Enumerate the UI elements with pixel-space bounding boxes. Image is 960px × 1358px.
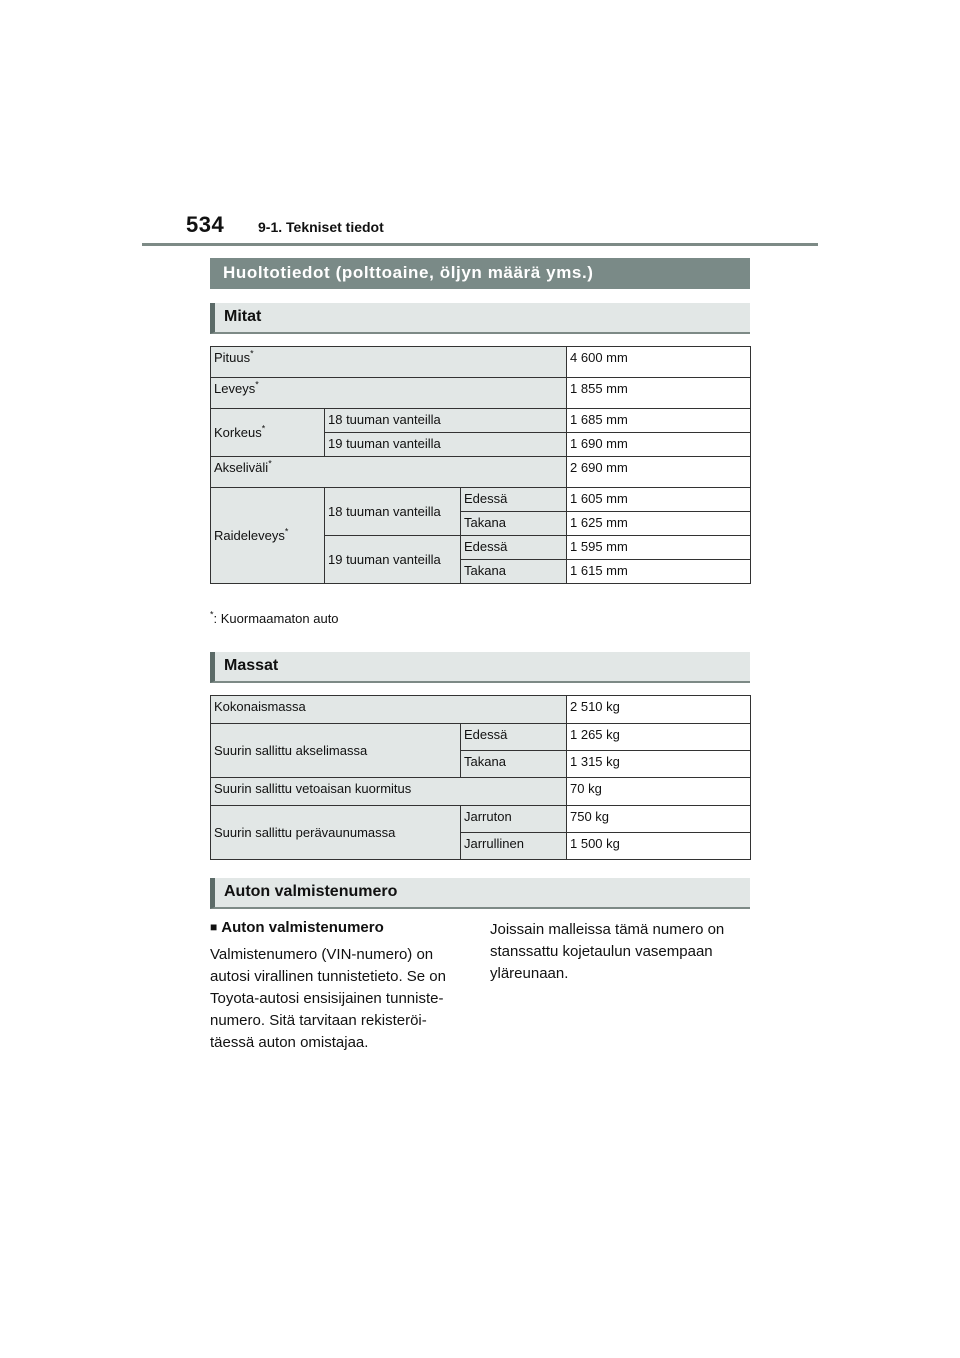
square-bullet-icon: ■ (210, 920, 218, 934)
row-value: 1 605 mm (567, 488, 751, 512)
row-value: 70 kg (567, 778, 751, 806)
row-label: Raideleveys* (211, 488, 325, 584)
table-row (211, 778, 751, 806)
vin-heading: ■ Auton valmistenumero (210, 919, 384, 936)
dimensions-table (210, 346, 751, 584)
row-value: 2 510 kg (567, 696, 751, 724)
row-label: Korkeus* (211, 409, 325, 457)
row-value: 4 600 mm (567, 347, 751, 378)
text-line: autosi virallinen tunnistetieto. Se on (210, 968, 446, 985)
row-position: Edessä (461, 536, 567, 560)
vin-text-right (490, 919, 752, 985)
text-line: Valmistenumero (VIN-numero) on (210, 946, 434, 963)
row-value: 750 kg (567, 806, 751, 833)
vin-text-left (210, 944, 472, 1054)
row-label: Leveys* (211, 378, 567, 409)
row-label: Suurin sallittu perävaunumassa (211, 806, 461, 860)
row-position: Takana (461, 560, 567, 584)
row-position: Edessä (461, 488, 567, 512)
row-label: Akseliväli* (211, 457, 567, 488)
table-row (211, 378, 751, 409)
row-position: Jarruton (461, 806, 567, 833)
row-label: Kokonaismassa (211, 696, 567, 724)
footnote: *: Kuormaamaton auto (210, 609, 339, 626)
table-row (211, 347, 751, 378)
row-value: 1 690 mm (567, 433, 751, 457)
row-position: Edessä (461, 724, 567, 751)
table-row (211, 696, 751, 724)
table-row (211, 806, 751, 833)
subsection-massat: Massat (210, 652, 750, 683)
row-value: 1 855 mm (567, 378, 751, 409)
row-value: 1 685 mm (567, 409, 751, 433)
text-line: Joissain malleissa tämä numero on (490, 921, 725, 938)
row-sublabel: 18 tuuman vanteilla (325, 488, 461, 536)
page-number: 534 (186, 212, 225, 237)
subsection-mitat: Mitat (210, 303, 750, 334)
row-position: Takana (461, 751, 567, 778)
row-value: 2 690 mm (567, 457, 751, 488)
row-sublabel: 19 tuuman vanteilla (325, 433, 567, 457)
row-value: 1 595 mm (567, 536, 751, 560)
row-sublabel: 19 tuuman vanteilla (325, 536, 461, 584)
row-position: Jarrullinen (461, 833, 567, 860)
row-value: 1 315 kg (567, 751, 751, 778)
table-row (211, 409, 751, 433)
text-line: Toyota-autosi ensisijainen tunniste- (210, 990, 444, 1007)
row-value: 1 615 mm (567, 560, 751, 584)
text-line: numero. Sitä tarvitaan rekisteröi- (210, 1012, 427, 1029)
section-banner: Huoltotiedot (polttoaine, öljyn määrä yms.) (210, 258, 750, 289)
row-label: Suurin sallittu akselimassa (211, 724, 461, 778)
chapter-title: 9-1. Tekniset tiedot (258, 219, 384, 235)
text-line: yläreunaan. (490, 965, 569, 982)
row-label: Pituus* (211, 347, 567, 378)
row-sublabel: 18 tuuman vanteilla (325, 409, 567, 433)
row-value: 1 625 mm (567, 512, 751, 536)
subsection-valmistenumero: Auton valmistenumero (210, 878, 750, 909)
row-value: 1 500 kg (567, 833, 751, 860)
masses-table (210, 695, 751, 860)
text-line: täessä auton omistajaa. (210, 1034, 369, 1051)
row-label: Suurin sallittu vetoaisan kuormitus (211, 778, 567, 806)
header-rule (142, 243, 818, 246)
row-value: 1 265 kg (567, 724, 751, 751)
row-position: Takana (461, 512, 567, 536)
table-row (211, 457, 751, 488)
table-row (211, 724, 751, 751)
table-row (211, 488, 751, 512)
text-line: stanssattu kojetaulun vasempaan (490, 943, 713, 960)
